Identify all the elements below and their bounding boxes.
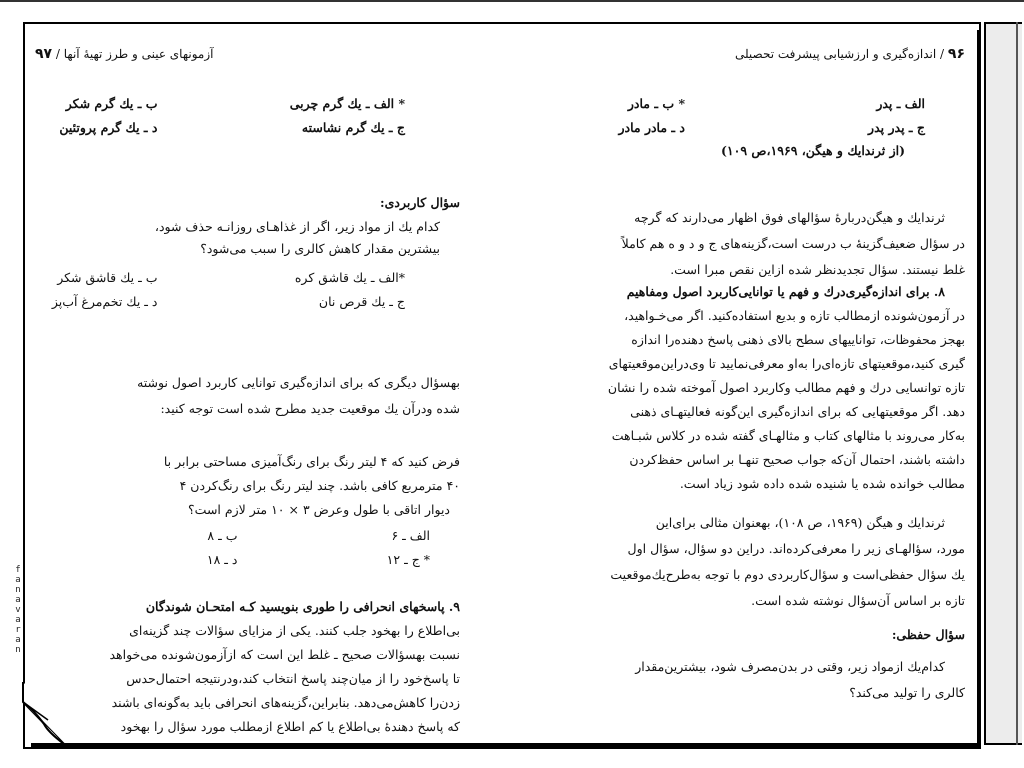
para2-line: ثرندایك و هیگن (۱۹۶۹، ص ۱۰۸)، بهعنوان مثالی برای‌این: [655, 515, 945, 530]
watermark-letter: n: [15, 585, 21, 595]
paint-option-b: ب ـ ۸: [207, 528, 238, 543]
watermark-letter: n: [15, 645, 21, 655]
option-b: ب ـ یك گرم شكر: [65, 96, 158, 111]
right-page-header: ۹۶ / اندازه‌گیری و ارزشیابی پیشرفت تحصیلی: [734, 46, 965, 62]
left-options-top: [35, 92, 460, 140]
item8-line: مطالب خوانده شده یا شنیده شده داده شود زیاد است.: [679, 476, 965, 491]
right-page-number: ۹۶: [947, 46, 965, 62]
paint-question-line: دیوار اتاقی با طول وعرض ۳ × ۱۰ متر لازم است؟: [188, 502, 450, 517]
left-page-number: ۹۷: [35, 46, 53, 62]
item9-line: كه پاسخ دهندهٔ بی‌اطلاع یا كم اطلاع ازمطلب مورد سؤال را بهخود: [120, 719, 460, 734]
option-c: ج ـ یك گرم نشاسته: [301, 120, 405, 135]
watermark-letter: r: [15, 625, 21, 635]
watermark-letter: v: [15, 605, 21, 615]
top-border-line: [0, 0, 1024, 2]
left-page-header: آزمونهای عینی و طرز تهیهٔ آنها / ۹۷: [35, 46, 214, 62]
item8-line: تازه توانسایی درك و فهم مطالب وكاربرد اصول آموخته شده را نشان: [607, 380, 965, 395]
watermark-letter: a: [15, 575, 21, 585]
paint-option-d: د ـ ۱۸: [206, 552, 238, 567]
item9-line: ۹. پاسخهای انحرافی را طوری بنویسید كـه امتحـان شوندگان: [145, 599, 460, 614]
right-page: [525, 30, 965, 730]
watermark-letter: f: [15, 565, 21, 575]
right-option-a: الف ـ پدر: [876, 96, 925, 111]
right-header-title: اندازه‌گیری و ارزشیابی پیشرفت تحصیلی: [734, 47, 937, 61]
para2-line: مورد، سؤالهـای زیر را معرفی‌كرده‌اند. دراین دو سؤال، سؤال اول: [627, 541, 965, 556]
paint-option-c: * ج ـ ۱۲: [386, 552, 430, 567]
page-curl-icon: [14, 680, 84, 746]
item8-line: گیری كنید،موقعیتهای تازه‌ای‌را به‌او معرفی‌نمایید تا وی‌دراین‌موقعیتهای: [608, 356, 965, 371]
left-page: [35, 30, 460, 734]
right-option-c: ج ـ پدر پدر: [868, 120, 925, 135]
item9-line: بی‌اطلاع را بهخود جلب كنند. یكی از مزایای سؤالات چند گزینه‌ای: [129, 623, 460, 638]
frame-shadow-bottom: [31, 743, 981, 747]
para2-line: تازه بر اساس آن‌سؤال نوشته شده است.: [751, 593, 965, 608]
scrollbar-divider: [1016, 22, 1018, 745]
right-option-d: د ـ مادر مادر: [618, 120, 685, 135]
item8-line: به‌كار می‌روند با مثالهای كتاب و مثالهـای گفته شده در كلاس شبـاهت: [611, 428, 965, 443]
applied-option-d: د ـ یك تخم‌مرغ آب‌پز: [51, 294, 158, 309]
item8-line: داشته باشند، احتمال آن‌كه جواب صحیح تنهـا بر اساس حفظ‌كردن: [629, 452, 965, 467]
applied-question-line: كدام یك از مواد زیر، اگر از غذاهـای روزانـه حذف شود،: [154, 219, 440, 234]
paint-question-line: فرض كنید كه ۴ لیتر رنگ برای رنگ‌آمیزی مساحتی برابر با: [163, 454, 460, 469]
watermark-letter: a: [15, 595, 21, 605]
recall-question-line: كالری را تولید می‌كند؟: [849, 685, 965, 700]
para1-line: در سؤال ضعیف‌گزینهٔ ب درست است،گزینه‌های ج و د و ه هم كاملاً: [621, 236, 965, 251]
item9-line: تا پاسخ‌خود را از میان‌چند پاسخ انتخاب كند،ودرنتیجه احتمال‌حدس: [126, 671, 460, 686]
item-9: [35, 595, 460, 739]
frame-shadow-right: [977, 30, 981, 747]
item8-line: بهجز محفوظات، تواناییهای سطح بالای ذهنی پاسخ دهنده‌را اندازه: [631, 332, 965, 347]
paint-option-a: الف ـ ۶: [391, 528, 430, 543]
applied-option-b: ب ـ یك قاشق شكر: [57, 270, 158, 285]
recall-heading: سؤال حفظی:: [891, 627, 965, 642]
item8-line: در آزمون‌شونده ازمطالب تازه و بدیع استفاده‌كنید. اگر می‌خـواهید،: [624, 308, 965, 323]
para2-line: یك سؤال حفظی‌است و سؤال‌كاربردی دوم با توجه به‌طرح‌یك‌موقعیت: [610, 567, 965, 582]
applied-heading: سؤال كاربردی:: [380, 195, 460, 210]
side-watermark: [12, 565, 24, 655]
watermark-letter: a: [15, 615, 21, 625]
applied-option-a: *الف ـ یك قاشق كره: [294, 270, 405, 285]
recall-question-line: كدام‌یك ازمواد زیر، وقتی در بدن‌مصرف شود، بیشترین‌مقدار: [635, 659, 945, 674]
para1-line: غلط نیستند. سؤال تجدیدنظر شده ازاین نقص مبرا است.: [670, 262, 965, 277]
option-d: د ـ یك گرم پروتئین: [59, 120, 158, 135]
applied-question-line: بیشترین مقدار كاهش كالری را سبب می‌شود؟: [200, 241, 440, 256]
item-8: [525, 280, 965, 496]
option-a: * الف ـ یك گرم چربی: [289, 96, 405, 111]
item8-line: دهد. اگر موقعیتهایی كه برای اندازه‌گیری این‌گونه فعالیتهـای ذهنی: [630, 404, 965, 419]
intro-line: شده ودرآن یك موقعیت جدید مطرح شده است توجه كنید:: [160, 401, 460, 416]
right-option-b: * ب ـ مادر: [627, 96, 685, 111]
para1-line: ثرندایك و هیگن‌دربارهٔ سؤالهای فوق اظهار می‌دارند كه گرچه: [634, 210, 945, 225]
item9-line: نسبت بهسؤالات صحیح ـ غلط این است كه ازآزمون‌شونده می‌خواهد: [109, 647, 460, 662]
citation: (از ثرندایك و هیگن، ۱۹۶۹،ص ۱۰۹): [720, 143, 905, 158]
item9-line: زدن‌را كاهش‌می‌دهد. بنابراین،گزینه‌های انحرافی باید به‌گونه‌ای باشند: [111, 695, 460, 710]
intro-line: بهسؤال دیگری كه برای اندازه‌گیری توانایی كاربرد اصول نوشته: [137, 375, 460, 390]
paint-question-line: ۴۰ مترمربع كافی باشد. چند لیتر رنگ برای رنگ‌كردن ۴: [179, 478, 460, 493]
watermark-letter: a: [15, 635, 21, 645]
applied-option-c: ج ـ یك قرص نان: [318, 294, 405, 309]
left-header-title: آزمونهای عینی و طرز تهیهٔ آنها: [63, 47, 214, 61]
item8-line: ۸. برای اندازه‌گیری‌درك و فهم یا توانایی‌كاربرد اصول ومفاهیم: [626, 284, 945, 299]
